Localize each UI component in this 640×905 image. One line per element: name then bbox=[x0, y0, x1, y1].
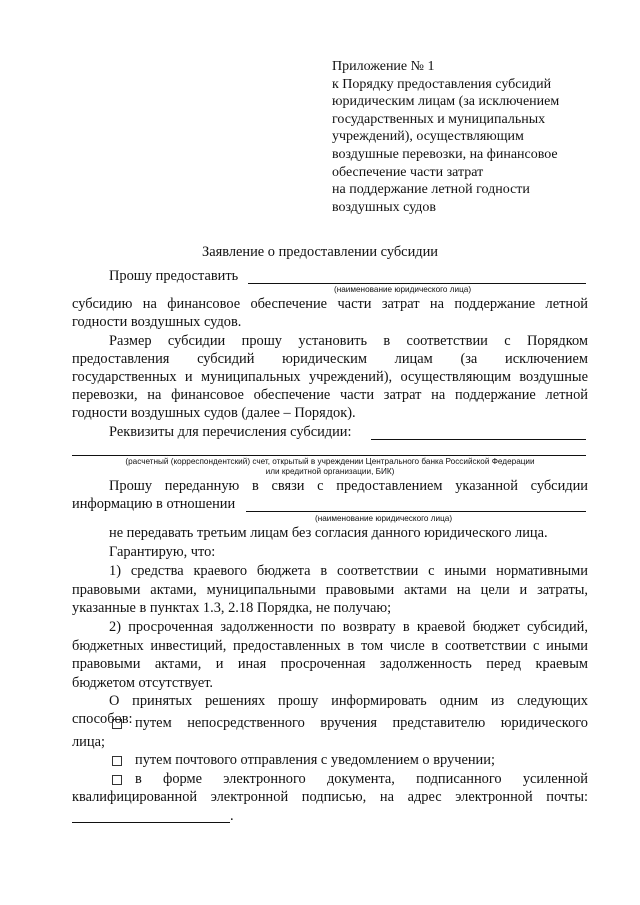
appendix-line: обеспечение части затрат bbox=[332, 164, 484, 180]
guarantee-item: 1) средства краевого бюджета в соответствии с иными нормативными bbox=[109, 563, 588, 579]
email-end-mark: . bbox=[230, 808, 234, 824]
request-label: Прошу предоставить bbox=[109, 268, 239, 284]
request-text-line: годности воздушных судов. bbox=[72, 314, 242, 330]
size-para-line: годности воздушных судов (далее – Порядок). bbox=[72, 405, 356, 421]
info-line: не передавать третьим лицам без согласия данного юридического лица. bbox=[109, 525, 548, 541]
appendix-line: воздушные перевозки, на финансовое bbox=[332, 146, 558, 162]
guarantee-item: бюджетом отсутствует. bbox=[72, 675, 214, 691]
guarantee-item: правовыми актами, и иная просроченная задолженность перед краевым bbox=[72, 656, 588, 672]
guarantee-item: 2) просроченная задолженности по возврату в краевой бюджет субсидий, bbox=[109, 619, 588, 635]
appendix-line: к Порядку предоставления субсидий bbox=[332, 76, 552, 92]
checkbox-option-post[interactable] bbox=[112, 756, 122, 766]
appendix-header bbox=[332, 58, 622, 216]
appendix-line: на поддержание летной годности bbox=[332, 182, 530, 198]
appendix-title: Приложение № 1 bbox=[332, 59, 435, 74]
size-para-line: государственных и муниципальных учреждений), осуществляющим воздушные bbox=[72, 369, 588, 385]
request-text-line: субсидию на финансовое обеспечение части затрат на поддержание летной bbox=[72, 296, 588, 312]
decisions-line: способов: bbox=[72, 711, 133, 727]
option-email-label: квалифицированной электронной подписью, на адрес электронной почты: bbox=[72, 789, 588, 805]
requisites-caption: или кредитной организации, БИК) bbox=[265, 467, 395, 476]
option-email-label: в форме электронного документа, подписанного усиленной bbox=[135, 771, 588, 787]
size-para-line: Размер субсидии прошу установить в соответствии с Порядком bbox=[109, 333, 588, 349]
info-line: информацию в отношении bbox=[72, 496, 236, 512]
checkbox-option-direct[interactable] bbox=[112, 719, 122, 729]
appendix-line: юридическим лицам (за исключением bbox=[332, 94, 560, 110]
guarantee-item: указанные в пунктах 1.3, 2.18 Порядка, не получаю; bbox=[72, 600, 392, 616]
option-direct-label: лица; bbox=[72, 734, 105, 750]
guarantee-item: бюджетных инвестиций, предоставленных в том числе в соответствии с иными bbox=[72, 638, 588, 654]
guarantee-label: Гарантирую, что: bbox=[109, 544, 216, 560]
document-heading: Заявление о предоставлении субсидии bbox=[202, 244, 438, 260]
option-direct-label: путем непосредственного вручения представителю юридического bbox=[135, 715, 588, 731]
legal-entity-name-caption: (наименование юридического лица) bbox=[334, 285, 472, 294]
email-address-field[interactable] bbox=[72, 822, 230, 823]
size-para-line: предоставления субсидий юридическим лицам (за исключением bbox=[72, 351, 588, 367]
requisites-label: Реквизиты для перечисления субсидии: bbox=[109, 424, 352, 440]
info-entity-field[interactable] bbox=[246, 511, 586, 512]
legal-entity-name-field[interactable] bbox=[248, 283, 586, 284]
guarantee-item: правовыми актами, муниципальными правовыми актами на цели и затраты, bbox=[72, 582, 588, 598]
requisites-field[interactable] bbox=[371, 439, 586, 440]
appendix-line: воздушных судов bbox=[332, 199, 436, 215]
size-para-line: перевозки, на финансовое обеспечение части затрат на поддержание летной bbox=[72, 387, 588, 403]
checkbox-option-email[interactable] bbox=[112, 775, 122, 785]
info-line: Прошу переданную в связи с предоставлением указанной субсидии bbox=[109, 478, 588, 494]
requisites-caption: (расчетный (корреспондентский) счет, открытый в учреждении Центрального банка Российской Федерации bbox=[125, 457, 535, 466]
option-post-label: путем почтового отправления с уведомлением о вручении; bbox=[135, 752, 495, 768]
appendix-line: государственных и муниципальных bbox=[332, 111, 546, 127]
info-entity-caption: (наименование юридического лица) bbox=[315, 514, 453, 523]
decisions-line: О принятых решениях прошу информировать одним из следующих bbox=[109, 693, 588, 709]
appendix-line: учреждений), осуществляющим bbox=[332, 129, 524, 145]
requisites-field-line2[interactable] bbox=[72, 455, 586, 456]
